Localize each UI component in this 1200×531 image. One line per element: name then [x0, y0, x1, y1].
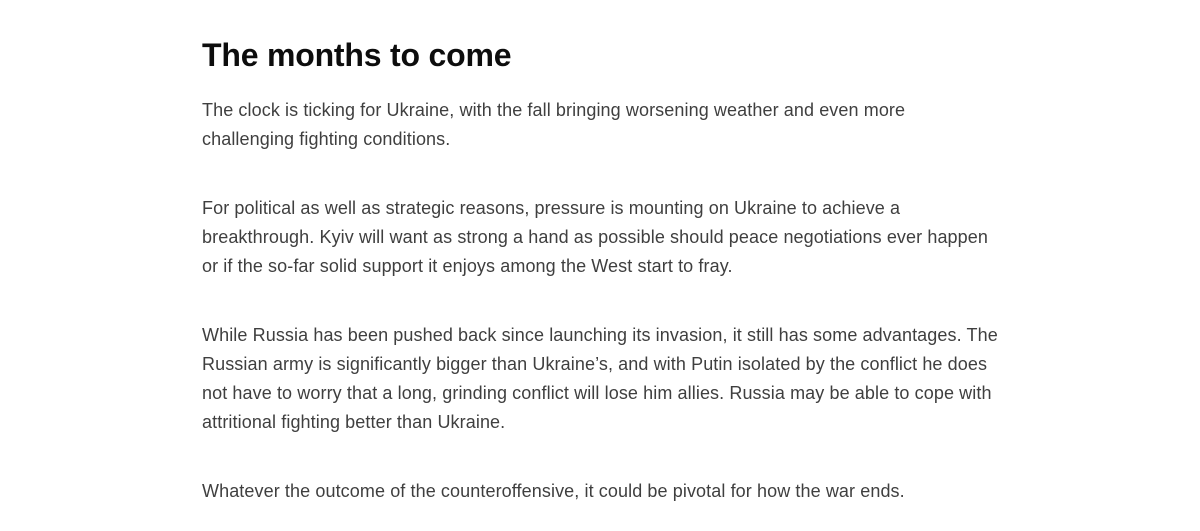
article-paragraph-3: While Russia has been pushed back since launching its invasion, it still has some advantages. The Russian army is significantly bigger than Ukraine’s, and with Putin isolated by the conflict he does not have to worry that a long, grinding conflict will lose him allies. Russia may be able to cope with attritional fighting better than Ukraine.	[202, 324, 998, 432]
article-paragraph-2: For political as well as strategic reasons, pressure is mounting on Ukraine to achieve a breakthrough. Kyiv will want as strong a hand as possible should peace negotiations ever happen or if the so-far solid support it enjoys among the West start to fray.	[202, 197, 988, 276]
article-paragraph-4: Whatever the outcome of the counteroffensive, it could be pivotal for how the war ends.	[202, 480, 905, 501]
article-body	[202, 0, 998, 506]
article-paragraph-1: The clock is ticking for Ukraine, with the fall bringing worsening weather and even more challenging fighting conditions.	[202, 99, 906, 149]
section-heading: The months to come	[202, 37, 512, 73]
